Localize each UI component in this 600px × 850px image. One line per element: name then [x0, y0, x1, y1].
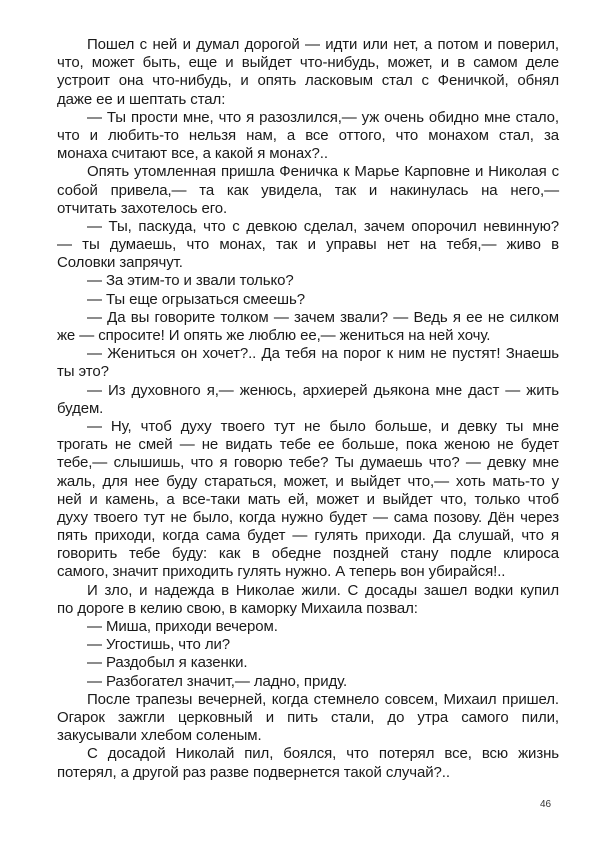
text-line: пять приходи, когда сама будет — гулять приходи. Да слушай, что я — [57, 527, 559, 545]
page-body-text — [57, 36, 559, 782]
paragraph — [57, 345, 559, 381]
text-line: даже ее и шептать стал: — [57, 90, 226, 108]
text-line: — Ну, чтоб духу твоего тут не было больше, и девку ты мне — [87, 417, 559, 435]
text-line: потерял, а другой раз разве подвернется такой случай?.. — [57, 763, 450, 781]
text-line: После трапезы вечерней, когда стемнело совсем, Михаил пришел. — [87, 690, 559, 708]
text-line: устроит она что-нибудь, и опять ласковым стал с Феничкой, обнял — [57, 72, 559, 90]
paragraph — [57, 745, 559, 781]
text-line: И зло, и надежда в Николае жили. С досады зашел водки купил — [87, 581, 559, 599]
text-line: собой привела,— та как увидела, так и накинулась на него,— — [57, 181, 559, 199]
text-line: по дороге в келию свою, в каморку Михаила позвал: — [57, 599, 418, 617]
page-number: 46 — [540, 799, 552, 810]
paragraph — [57, 218, 559, 273]
text-line: — Из духовного я,— женюсь, архиерей дьякона мне даст — жить — [87, 381, 559, 399]
text-line: — Разбогател значит,— ладно, приду. — [87, 672, 348, 690]
text-line: же — спросите! И опять же люблю ее,— жениться на ней хочу. — [57, 327, 491, 344]
text-line: — Миша, приходи вечером. — [87, 618, 278, 635]
text-line: — ты думаешь, что монах, так и управы нет на тебя,— живо в — [57, 236, 559, 254]
paragraph — [57, 272, 559, 290]
text-line: отчитать захотелось его. — [57, 199, 228, 217]
text-line: будем. — [57, 399, 104, 417]
paragraph — [57, 418, 559, 582]
text-line: С досадой Николай пил, боялся, что потерял все, всю жизнь — [87, 745, 559, 763]
text-line: говорить тебе буду: как в обедне поздней стану подле клироса — [57, 545, 559, 563]
text-line: самого, значит приходить гулять нужно. А теперь вон убирайся!.. — [57, 563, 506, 581]
text-line: ты это? — [57, 363, 109, 381]
paragraph — [57, 618, 559, 636]
text-line: — Раздобыл я казенки. — [87, 654, 248, 672]
paragraph — [57, 673, 559, 691]
text-line: — За этим-то и звали только? — [87, 272, 294, 290]
text-line: что и любить-то нельзя нам, а все оттого, что монахом стал, за — [57, 126, 559, 144]
text-line: трогать не смей — не видать тебе ее больше, пока женою не будет — [57, 436, 559, 454]
text-line: — Угостишь, что ли? — [87, 636, 231, 654]
paragraph — [57, 636, 559, 654]
paragraph — [57, 109, 559, 164]
text-line: закусывали хлебом соленым. — [57, 727, 262, 745]
text-line: — Ты, паскуда, что с девкою сделал, зачем опорочил невинную? — [87, 217, 559, 235]
paragraph — [57, 582, 559, 618]
text-line: — Ты еще огрызаться смеешь? — [87, 290, 305, 308]
paragraph — [57, 309, 559, 345]
text-line: жаль, для нее буду стараться, может, и выйдет что,— хоть мать-то у — [57, 472, 559, 490]
text-line: что, может быть, еще и выйдет что-нибудь, может, и в самом деле — [57, 54, 559, 72]
text-line: Соловки запрячут. — [57, 254, 183, 272]
paragraph — [57, 291, 559, 309]
paragraph — [57, 691, 559, 746]
paragraph — [57, 382, 559, 418]
text-line: монаха считают все, а какой я монах?.. — [57, 145, 328, 163]
text-line: ней и камень, а все-таки мать ей, может и выйдет что, только чтоб — [57, 490, 559, 508]
text-line: — Да вы говорите толком — зачем звали? — Ведь я ее не силком — [87, 308, 559, 326]
text-line: Огарок зажгли церковный и пить стали, до утра самого пили, — [57, 708, 559, 726]
text-line: тебе,— слышишь, что я говорю тебе? Ты думаешь что? — девку мне — [57, 454, 559, 472]
paragraph — [57, 654, 559, 672]
text-line: духу твоего тут не было, когда нужно будет — сама позову. Дён через — [57, 508, 559, 526]
text-line: Опять утомленная пришла Феничка к Марье Карповне и Николая с — [87, 163, 559, 181]
text-line: Пошел с ней и думал дорогой — идти или нет, а потом и поверил, — [87, 36, 559, 53]
text-line: — Ты прости мне, что я разозлился,— уж очень обидно мне стало, — [87, 108, 559, 126]
paragraph — [57, 36, 559, 109]
text-line: — Жениться он хочет?.. Да тебя на порог к ним не пустят! Знаешь — [87, 345, 559, 363]
paragraph — [57, 163, 559, 218]
